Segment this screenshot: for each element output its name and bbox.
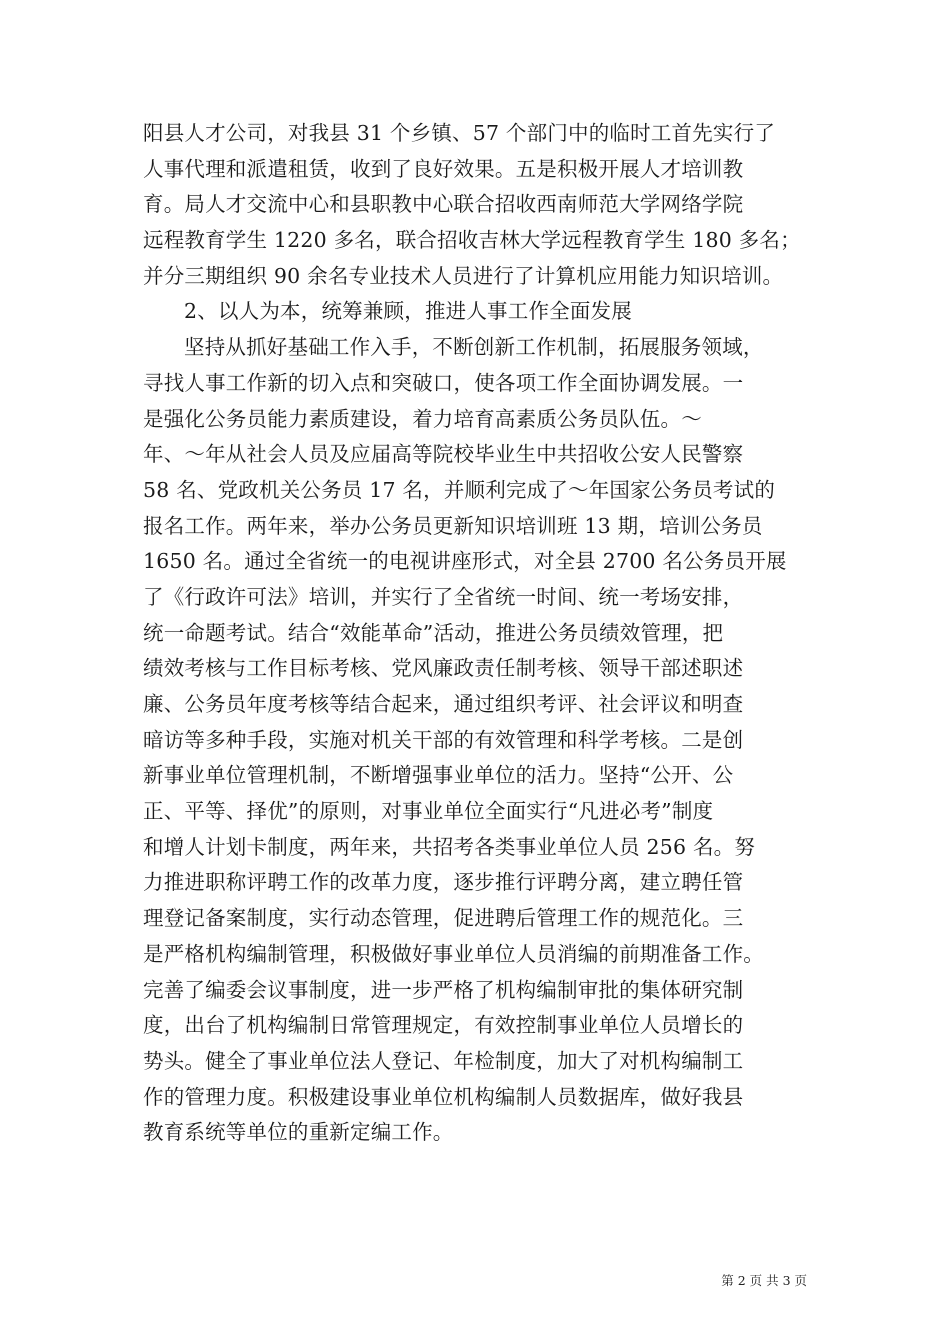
text-line: 理登记备案制度，实行动态管理，促进聘后管理工作的规范化。三 [143, 906, 744, 931]
text-line: 廉、公务员年度考核等结合起来，通过组织考评、社会评议和明查 [143, 692, 744, 716]
text-line: 绩效考核与工作目标考核、党风廉政责任制考核、领导干部述职述 [143, 656, 744, 681]
text-line: 完善了编委会议事制度，进一步严格了机构编制审批的集体研究制 [143, 977, 744, 1002]
text-line: 了《行政许可法》培训，并实行了全省统一时间、统一考场安排， [143, 584, 744, 609]
text-line: 势头。健全了事业单位法人登记、年检制度，加大了对机构编制工 [143, 1048, 744, 1073]
text-line: 年、～年从社会人员及应届高等院校毕业生中共招收公安人民警察 [143, 442, 744, 467]
text-line: 寻找人事工作新的切入点和突破口，使各项工作全面协调发展。一 [143, 370, 744, 395]
body-text [143, 116, 815, 1151]
text-line: 新事业单位管理机制，不断增强事业单位的活力。坚持“公开、公 [143, 763, 734, 788]
text-line: 阳县人才公司，对我县 31 个乡镇、57 个部门中的临时工首先实行了 [143, 121, 776, 145]
text-line: 正、平等、择优”的原则，对事业单位全面实行“凡进必考”制度 [143, 799, 714, 824]
text-line: 育。局人才交流中心和县职教中心联合招收西南师范大学网络学院 [143, 192, 744, 217]
text-line: 是强化公务员能力素质建设，着力培育高素质公务员队伍。～ [143, 406, 702, 431]
text-line: 坚持从抓好基础工作入手，不断创新工作机制，拓展服务领域， [184, 335, 764, 360]
text-line: 作的管理力度。积极建设事业单位机构编制人员数据库，做好我县 [143, 1084, 744, 1109]
text-line: 统一命题考试。结合“效能革命”活动，推进公务员绩效管理，把 [143, 620, 724, 645]
text-line: 58 名、党政机关公务员 17 名，并顺利完成了～年国家公务员考试的 [143, 477, 776, 502]
text-line: 度，出台了机构编制日常管理规定，有效控制事业单位人员增长的 [143, 1013, 744, 1038]
text-line: 报名工作。两年来，举办公务员更新知识培训班 13 期，培训公务员 [143, 513, 763, 538]
section-heading: 2、以人为本，统筹兼顾，推进人事工作全面发展 [184, 299, 632, 324]
page-number: 第 2 页 共 3 页 [721, 1273, 807, 1288]
text-line: 和增人计划卡制度，两年来，共招考各类事业单位人员 256 名。努 [143, 834, 756, 859]
text-line: 是严格机构编制管理，积极做好事业单位人员消编的前期准备工作。 [143, 941, 764, 966]
text-line: 远程教育学生 1220 多名，联合招收吉林大学远程教育学生 180 多名； [143, 228, 801, 253]
text-line: 并分三期组织 90 余名专业技术人员进行了计算机应用能力知识培训。 [143, 263, 784, 288]
text-line: 教育系统等单位的重新定编工作。 [143, 1120, 454, 1145]
text-line: 1650 名。通过全省统一的电视讲座形式，对全县 2700 名公务员开展 [143, 549, 787, 574]
text-line: 暗访等多种手段，实施对机关干部的有效管理和科学考核。二是创 [143, 727, 744, 752]
text-line: 人事代理和派遣租赁，收到了良好效果。五是积极开展人才培训教 [143, 156, 744, 181]
text-line: 力推进职称评聘工作的改革力度，逐步推行评聘分离，建立聘任管 [143, 870, 744, 895]
